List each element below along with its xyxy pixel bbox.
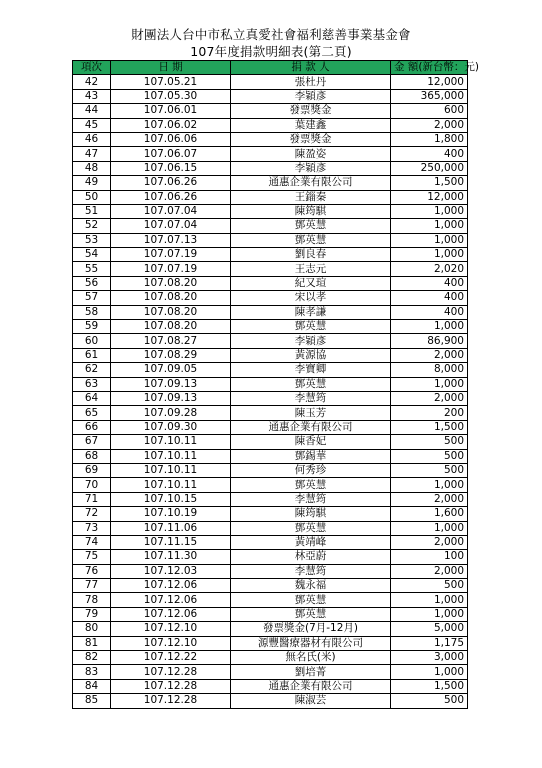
row-date: 107.06.07 xyxy=(111,147,231,161)
column-header-donor: 捐 款 人 xyxy=(231,61,391,75)
row-donor: 鄧英慧 xyxy=(231,233,391,247)
table-row xyxy=(73,550,468,564)
row-amount: 600 xyxy=(391,104,468,118)
row-date: 107.10.11 xyxy=(111,478,231,492)
table-row xyxy=(73,564,468,578)
row-index: 73 xyxy=(73,521,111,535)
row-amount: 500 xyxy=(391,463,468,477)
row-date: 107.12.10 xyxy=(111,636,231,650)
table-row xyxy=(73,219,468,233)
row-date: 107.07.04 xyxy=(111,204,231,218)
table-row xyxy=(73,233,468,247)
row-donor: 鄧錫華 xyxy=(231,449,391,463)
row-index: 78 xyxy=(73,593,111,607)
table-row xyxy=(73,118,468,132)
row-index: 68 xyxy=(73,449,111,463)
row-amount: 1,000 xyxy=(391,233,468,247)
row-index: 49 xyxy=(73,176,111,190)
row-amount: 500 xyxy=(391,449,468,463)
row-amount: 2,000 xyxy=(391,492,468,506)
row-amount: 1,500 xyxy=(391,420,468,434)
row-index: 48 xyxy=(73,161,111,175)
row-donor: 李穎彥 xyxy=(231,161,391,175)
row-date: 107.08.20 xyxy=(111,320,231,334)
row-index: 84 xyxy=(73,679,111,693)
table-row xyxy=(73,492,468,506)
row-donor: 李慧筠 xyxy=(231,391,391,405)
row-donor: 鄧英慧 xyxy=(231,219,391,233)
row-date: 107.09.05 xyxy=(111,363,231,377)
page-subtitle: 107年度捐款明細表(第二頁) xyxy=(190,44,352,59)
row-index: 76 xyxy=(73,564,111,578)
row-index: 58 xyxy=(73,305,111,319)
row-date: 107.08.29 xyxy=(111,348,231,362)
table-row xyxy=(73,89,468,103)
table-row xyxy=(73,521,468,535)
row-date: 107.12.22 xyxy=(111,651,231,665)
table-row xyxy=(73,104,468,118)
row-index: 77 xyxy=(73,579,111,593)
row-donor: 張杜丹 xyxy=(231,75,391,89)
row-date: 107.07.04 xyxy=(111,219,231,233)
table-row xyxy=(73,435,468,449)
table-row xyxy=(73,176,468,190)
row-donor: 陳淑芸 xyxy=(231,694,391,708)
row-donor: 紀又瑄 xyxy=(231,276,391,290)
row-date: 107.12.06 xyxy=(111,593,231,607)
row-date: 107.09.30 xyxy=(111,420,231,434)
row-amount: 365,000 xyxy=(391,89,468,103)
row-date: 107.06.01 xyxy=(111,104,231,118)
row-donor: 鄧英慧 xyxy=(231,593,391,607)
row-amount: 2,000 xyxy=(391,348,468,362)
row-index: 61 xyxy=(73,348,111,362)
table-row xyxy=(73,320,468,334)
row-date: 107.08.20 xyxy=(111,291,231,305)
row-amount: 2,000 xyxy=(391,535,468,549)
row-donor: 李慧筠 xyxy=(231,492,391,506)
table-row xyxy=(73,391,468,405)
row-date: 107.12.06 xyxy=(111,579,231,593)
row-amount: 12,000 xyxy=(391,190,468,204)
row-amount: 1,500 xyxy=(391,679,468,693)
row-index: 45 xyxy=(73,118,111,132)
row-date: 107.11.15 xyxy=(111,535,231,549)
row-index: 46 xyxy=(73,132,111,146)
row-date: 107.08.20 xyxy=(111,276,231,290)
row-index: 67 xyxy=(73,435,111,449)
row-amount: 500 xyxy=(391,579,468,593)
row-donor: 通惠企業有限公司 xyxy=(231,420,391,434)
row-amount: 2,000 xyxy=(391,118,468,132)
table-row xyxy=(73,204,468,218)
row-donor: 陳孝謙 xyxy=(231,305,391,319)
table-row xyxy=(73,593,468,607)
column-header-date: 日 期 xyxy=(111,61,231,75)
row-donor: 劉培菁 xyxy=(231,665,391,679)
row-donor: 葉建鑫 xyxy=(231,118,391,132)
row-amount: 2,000 xyxy=(391,564,468,578)
row-index: 64 xyxy=(73,391,111,405)
table-row xyxy=(73,377,468,391)
table-row xyxy=(73,147,468,161)
row-index: 42 xyxy=(73,75,111,89)
row-donor: 陳盈姿 xyxy=(231,147,391,161)
row-donor: 王志元 xyxy=(231,262,391,276)
table-row xyxy=(73,132,468,146)
row-index: 55 xyxy=(73,262,111,276)
row-donor: 源豐醫療器材有限公司 xyxy=(231,636,391,650)
row-date: 107.09.28 xyxy=(111,406,231,420)
row-donor: 鄧英慧 xyxy=(231,478,391,492)
row-date: 107.12.06 xyxy=(111,607,231,621)
table-row xyxy=(73,291,468,305)
column-header-amount: 金 額(新台幣：元) xyxy=(391,61,468,75)
row-amount: 100 xyxy=(391,550,468,564)
row-donor: 黃源協 xyxy=(231,348,391,362)
row-amount: 86,900 xyxy=(391,334,468,348)
row-date: 107.10.11 xyxy=(111,435,231,449)
row-donor: 林亞蔚 xyxy=(231,550,391,564)
row-index: 66 xyxy=(73,420,111,434)
row-donor: 陳玉芳 xyxy=(231,406,391,420)
row-donor: 黃靖峰 xyxy=(231,535,391,549)
row-date: 107.12.03 xyxy=(111,564,231,578)
row-donor: 鄧英慧 xyxy=(231,320,391,334)
row-date: 107.10.19 xyxy=(111,507,231,521)
row-index: 62 xyxy=(73,363,111,377)
row-donor: 王錙秦 xyxy=(231,190,391,204)
table-row xyxy=(73,305,468,319)
row-index: 75 xyxy=(73,550,111,564)
table-row xyxy=(73,665,468,679)
row-donor: 發票獎金 xyxy=(231,104,391,118)
table-row xyxy=(73,478,468,492)
row-index: 52 xyxy=(73,219,111,233)
row-index: 81 xyxy=(73,636,111,650)
row-index: 83 xyxy=(73,665,111,679)
row-index: 60 xyxy=(73,334,111,348)
row-date: 107.10.15 xyxy=(111,492,231,506)
row-donor: 無名氏(米) xyxy=(231,651,391,665)
table-row xyxy=(73,507,468,521)
row-date: 107.11.30 xyxy=(111,550,231,564)
row-date: 107.08.20 xyxy=(111,305,231,319)
row-donor: 鄧英慧 xyxy=(231,521,391,535)
row-date: 107.07.19 xyxy=(111,248,231,262)
row-date: 107.06.02 xyxy=(111,118,231,132)
row-date: 107.10.11 xyxy=(111,463,231,477)
row-index: 63 xyxy=(73,377,111,391)
table-row xyxy=(73,161,468,175)
row-index: 71 xyxy=(73,492,111,506)
table-row xyxy=(73,607,468,621)
row-date: 107.07.13 xyxy=(111,233,231,247)
row-index: 79 xyxy=(73,607,111,621)
table-row xyxy=(73,262,468,276)
row-index: 70 xyxy=(73,478,111,492)
row-date: 107.06.06 xyxy=(111,132,231,146)
row-amount: 400 xyxy=(391,276,468,290)
row-amount: 1,000 xyxy=(391,478,468,492)
row-index: 74 xyxy=(73,535,111,549)
table-row xyxy=(73,636,468,650)
row-amount: 400 xyxy=(391,147,468,161)
row-donor: 發票獎金 xyxy=(231,132,391,146)
table-row xyxy=(73,622,468,636)
row-amount: 200 xyxy=(391,406,468,420)
table-row xyxy=(73,651,468,665)
table-row xyxy=(73,348,468,362)
row-date: 107.07.19 xyxy=(111,262,231,276)
row-donor: 陳筠騏 xyxy=(231,507,391,521)
row-amount: 1,000 xyxy=(391,219,468,233)
row-donor: 陳筠騏 xyxy=(231,204,391,218)
table-row xyxy=(73,75,468,89)
row-amount: 5,000 xyxy=(391,622,468,636)
row-date: 107.12.10 xyxy=(111,622,231,636)
table-row xyxy=(73,276,468,290)
row-index: 47 xyxy=(73,147,111,161)
row-index: 51 xyxy=(73,204,111,218)
row-amount: 1,500 xyxy=(391,176,468,190)
row-date: 107.09.13 xyxy=(111,391,231,405)
row-amount: 2,020 xyxy=(391,262,468,276)
row-index: 69 xyxy=(73,463,111,477)
row-amount: 12,000 xyxy=(391,75,468,89)
row-amount: 8,000 xyxy=(391,363,468,377)
row-amount: 1,600 xyxy=(391,507,468,521)
row-donor: 宋以孝 xyxy=(231,291,391,305)
row-date: 107.06.26 xyxy=(111,176,231,190)
row-date: 107.11.06 xyxy=(111,521,231,535)
row-amount: 1,000 xyxy=(391,607,468,621)
row-index: 65 xyxy=(73,406,111,420)
row-index: 53 xyxy=(73,233,111,247)
row-amount: 1,000 xyxy=(391,320,468,334)
table-row xyxy=(73,679,468,693)
row-index: 43 xyxy=(73,89,111,103)
row-index: 59 xyxy=(73,320,111,334)
row-date: 107.12.28 xyxy=(111,694,231,708)
row-date: 107.12.28 xyxy=(111,665,231,679)
row-amount: 500 xyxy=(391,435,468,449)
row-date: 107.06.15 xyxy=(111,161,231,175)
row-date: 107.09.13 xyxy=(111,377,231,391)
row-donor: 何秀珍 xyxy=(231,463,391,477)
table-body xyxy=(73,75,468,708)
table-row xyxy=(73,190,468,204)
row-amount: 1,175 xyxy=(391,636,468,650)
row-index: 72 xyxy=(73,507,111,521)
row-date: 107.05.21 xyxy=(111,75,231,89)
row-date: 107.12.28 xyxy=(111,679,231,693)
row-index: 56 xyxy=(73,276,111,290)
row-amount: 500 xyxy=(391,694,468,708)
row-donor: 發票獎金(7月-12月) xyxy=(231,622,391,636)
table-row xyxy=(73,406,468,420)
table-row xyxy=(73,420,468,434)
row-amount: 250,000 xyxy=(391,161,468,175)
row-amount: 1,000 xyxy=(391,377,468,391)
row-amount: 1,000 xyxy=(391,521,468,535)
row-index: 54 xyxy=(73,248,111,262)
column-header-index: 項次 xyxy=(73,61,111,75)
row-amount: 2,000 xyxy=(391,391,468,405)
row-donor: 李穎彥 xyxy=(231,334,391,348)
table-header-row xyxy=(73,61,468,75)
page-title: 財團法人台中市私立真愛社會福利慈善事業基金會 xyxy=(131,27,411,42)
row-amount: 1,000 xyxy=(391,593,468,607)
row-donor: 劉良春 xyxy=(231,248,391,262)
row-amount: 1,000 xyxy=(391,665,468,679)
row-amount: 400 xyxy=(391,305,468,319)
row-date: 107.06.26 xyxy=(111,190,231,204)
row-index: 57 xyxy=(73,291,111,305)
row-index: 44 xyxy=(73,104,111,118)
row-date: 107.10.11 xyxy=(111,449,231,463)
table-row xyxy=(73,334,468,348)
table-row xyxy=(73,579,468,593)
row-amount: 1,000 xyxy=(391,204,468,218)
row-date: 107.08.27 xyxy=(111,334,231,348)
table-row xyxy=(73,449,468,463)
row-donor: 李穎彥 xyxy=(231,89,391,103)
row-date: 107.05.30 xyxy=(111,89,231,103)
row-donor: 鄧英慧 xyxy=(231,377,391,391)
row-amount: 3,000 xyxy=(391,651,468,665)
row-donor: 李慧筠 xyxy=(231,564,391,578)
table-row xyxy=(73,535,468,549)
table-row xyxy=(73,463,468,477)
row-donor: 李寶卿 xyxy=(231,363,391,377)
row-amount: 1,000 xyxy=(391,248,468,262)
table-row xyxy=(73,248,468,262)
row-donor: 陳香妃 xyxy=(231,435,391,449)
row-donor: 通惠企業有限公司 xyxy=(231,176,391,190)
row-donor: 魏永福 xyxy=(231,579,391,593)
table-row xyxy=(73,694,468,708)
donation-table xyxy=(72,60,480,709)
row-donor: 鄧英慧 xyxy=(231,607,391,621)
row-amount: 1,800 xyxy=(391,132,468,146)
table-row xyxy=(73,363,468,377)
row-amount: 400 xyxy=(391,291,468,305)
row-index: 80 xyxy=(73,622,111,636)
row-index: 50 xyxy=(73,190,111,204)
row-index: 85 xyxy=(73,694,111,708)
row-index: 82 xyxy=(73,651,111,665)
row-donor: 通惠企業有限公司 xyxy=(231,679,391,693)
